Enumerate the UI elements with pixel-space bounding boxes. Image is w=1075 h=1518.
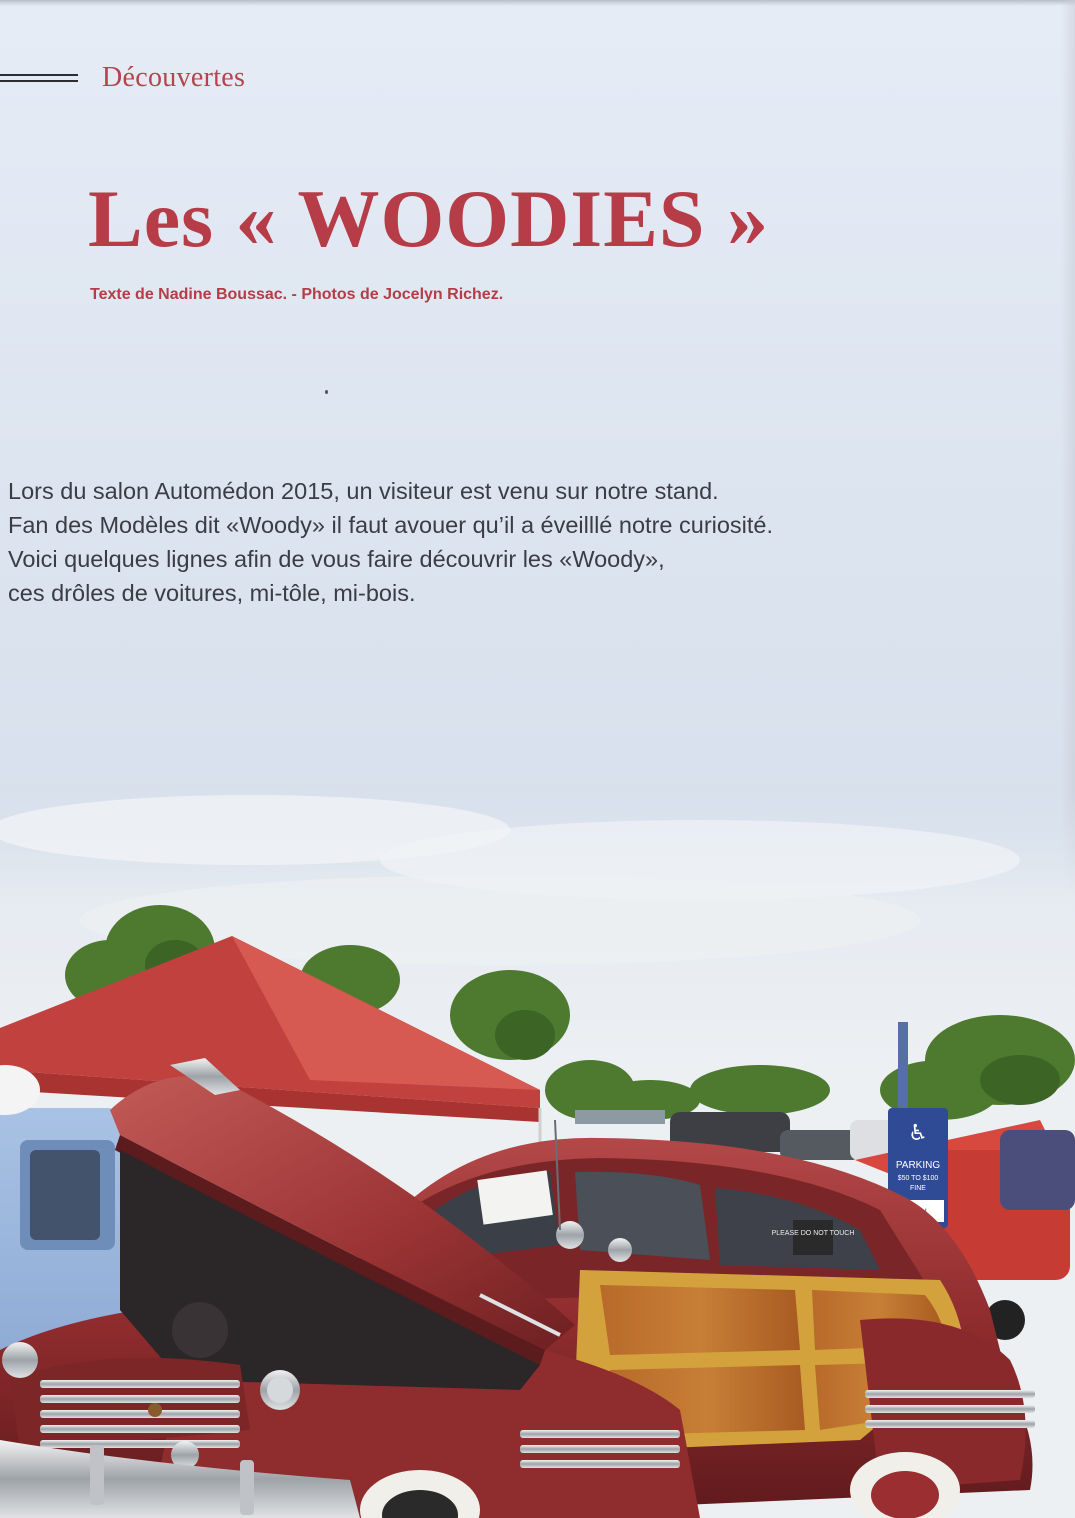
article-credit: Texte de Nadine Boussac. - Photos de Jocelyn Richez. [90,286,504,303]
woody-car-photo [0,790,1075,1518]
section-label: Découvertes [102,62,246,93]
sign-text: PARKING [895,1160,941,1171]
sign-text: FINE [910,1185,926,1192]
intro-line: Lors du salon Automédon 2015, un visiteur est venu sur notre stand. [8,478,719,504]
sign-text: $50 TO $100 [897,1175,939,1182]
svg-text:♿: ♿ [908,1121,928,1146]
scan-speck [325,390,328,394]
intro-line: ces drôles de voitures, mi-tôle, mi-bois. [8,580,416,606]
article-intro [8,474,1058,610]
intro-line: Fan des Modèles dit «Woody» il faut avouer qu’il a éveilllé notre curiosité. [8,512,774,538]
scan-top-edge [0,0,1075,6]
intro-line: Voici quelques lignes afin de vous faire découvrir les «Woody», [8,546,665,572]
section-rule [0,74,78,88]
article-title: Les « WOODIES » [88,173,770,264]
windshield-note: PLEASE DO NOT TOUCH [771,1230,855,1237]
